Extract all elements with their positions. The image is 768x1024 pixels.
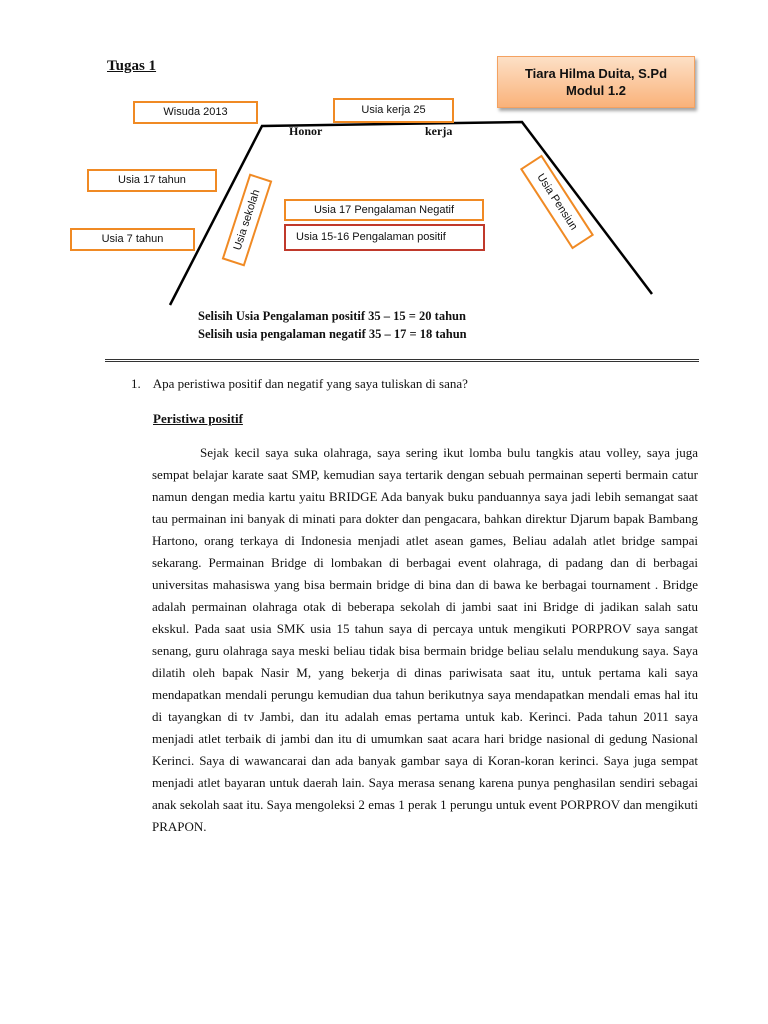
box-pengalaman-positif: Usia 15-16 Pengalaman positif	[284, 224, 485, 251]
box-pengalaman-negatif: Usia 17 Pengalaman Negatif	[284, 199, 484, 221]
label-honor: Honor	[289, 124, 323, 138]
box-usia-sekolah: Usia sekolah	[222, 173, 273, 266]
question-number: 1.	[131, 376, 141, 391]
author-name: Tiara Hilma Duita, S.Pd	[524, 66, 668, 81]
page-title: Tugas 1	[107, 58, 157, 74]
box-usia-7: Usia 7 tahun	[70, 228, 195, 251]
section-heading: Peristiwa positif	[153, 411, 243, 426]
box-usia-kerja: Usia kerja 25	[333, 98, 454, 123]
box-wisuda: Wisuda 2013	[133, 101, 258, 124]
box-usia-17: Usia 17 tahun	[87, 169, 217, 192]
question-text: Apa peristiwa positif dan negatif yang saya tuliskan di sana?	[152, 376, 468, 391]
divider	[105, 359, 699, 362]
module-label: Modul 1.2	[566, 83, 626, 98]
question	[131, 376, 468, 392]
selisih-negatif: Selisih usia pengalaman negatif 35 – 17 = 18 tahun	[198, 327, 467, 341]
box-usia-pensiun: Usia Pensiun	[520, 155, 594, 250]
section-body: Sejak kecil saya suka olahraga, saya sering ikut lomba bulu tangkis atau volley, saya juga sempat belajar karate saat SMP, kemudian saya tertarik dengan sebuah permainan seperti bermain catur namun dengan media kartu yaitu BRIDGE Ada banyak buku panduannya saya jadi lebih semangat saat tau permainan ini banyak di minati para dokter dan pengacara, bahkan direktur Djarum bapak Bambang Hartono, orang terkaya di Indonesia menjadi atlet asean games, Beliau adalah atlet bridge sampai sekarang. Permainan Bridge di lombakan di berbagai event olahraga, di padang dan di berbagai universitas mahasiswa yang bisa bermain bridge di bina dan di bawa ke berbagai tournament . Bridge adalah permainan olahraga otak di beberapa sekolah di jambi saat ini Bridge di jadikan salah satu ekskul. Pada saat usia SMK usia 15 tahun saya di percaya untuk mengikuti PORPROV saya sangat senang, guru olahraga saya meski beliau tidak bisa bermain bridge beliau selalu mendukung saya. Saya dilatih oleh bapak Nasir M, yang bekerja di dinas pariwisata saat itu, untuk pertama kali saya mendapatkan mendali perungu kemudian dua tahun berikutnya saya mendapatkan mendali emas hal itu di tayangkan di tv Jambi, dan itu adalah emas pertama untuk kab. Kerinci. Pada tahun 2011 saya menjadi atlet terbaik di jambi dan itu di umumkan saat acara hari bridge nasional di gedung Nasional Kerinci. Saya di wawancarai dan ada banyak gambar saya di Koran-koran kerinci. Saya juga sempat menjadi atlet bayaran untuk daerah lain. Saya merasa senang karena punya penghasilan sendiri sebagai anak sekolah saat itu. Saya mengoleksi 2 emas 1 perak 1 perungu untuk event PORPROV dan mengikuti PRAPON.	[152, 445, 698, 834]
selisih-positif: Selisih Usia Pengalaman positif 35 – 15 = 20 tahun	[198, 309, 466, 323]
label-kerja: kerja	[425, 124, 453, 138]
